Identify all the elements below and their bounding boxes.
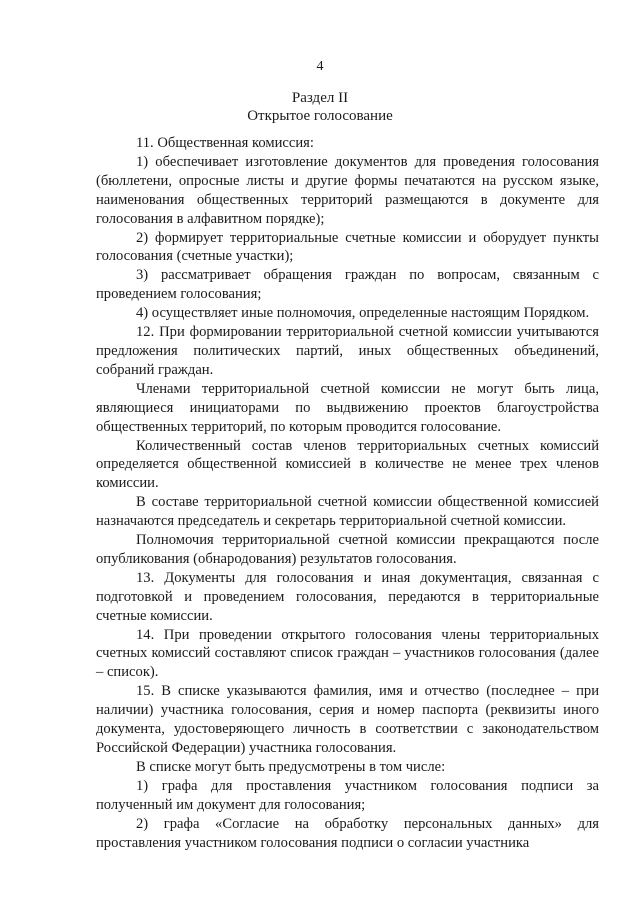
paragraph: 12. При формировании территориальной счетной комиссии учитываются предложения политических партий, иных общественных объединений, собраний граждан. bbox=[96, 324, 599, 378]
paragraph: 11. Общественная комиссия: bbox=[136, 135, 314, 151]
paragraph: В составе территориальной счетной комиссии общественной комиссией назначаются председатель и секретарь территориальной счетной комиссии. bbox=[96, 494, 599, 530]
paragraph: 14. При проведении открытого голосования члены территориальных счетных комиссий составляют список граждан – участников голосования (далее – список). bbox=[96, 626, 599, 681]
paragraph: Количественный состав членов территориальных счетных комиссий определяется общественной комиссией в количестве не менее трех членов комиссии. bbox=[96, 437, 599, 492]
paragraph: 1) графа для проставления участником голосования подписи за полученный им документ для голосования; bbox=[96, 777, 599, 813]
paragraph: 15. В списке указываются фамилия, имя и отчество (последнее – при наличии) участника голосования, серия и номер паспорта (реквизиты иного документа, удостоверяющего личность в соответствии с законодательством Российской Федерации) участника голосования. bbox=[96, 683, 599, 756]
section-subtitle: Открытое голосование bbox=[247, 108, 393, 124]
paragraph: В списке могут быть предусмотрены в том числе: bbox=[136, 758, 446, 775]
paragraph: 4) осуществляет иные полномочия, определенные настоящим Порядком. bbox=[136, 305, 590, 322]
paragraph: 13. Документы для голосования и иная документация, связанная с подготовкой и проведением голосования, передаются в территориальные счетные комиссии. bbox=[96, 569, 599, 624]
paragraph: 2) графа «Согласие на обработку персональных данных» для проставления участником голосования подписи о согласии участника bbox=[96, 815, 599, 851]
paragraph: 1) обеспечивает изготовление документов для проведения голосования (бюллетени, опросные листы и другие формы печатаются на русском языке, наименования общественных территорий размещаются в документе для голосования в алфавитном порядке); bbox=[96, 153, 599, 227]
paragraph: 2) формирует территориальные счетные комиссии и оборудует пункты голосования (счетные участки); bbox=[96, 229, 599, 265]
document-body bbox=[96, 134, 599, 852]
paragraph: Членами территориальной счетной комиссии не могут быть лица, являющиеся инициаторами по выдвижению проектов благоустройства общественных территорий, по которым проводится голосование. bbox=[96, 380, 599, 435]
page-number: 4 bbox=[316, 59, 324, 74]
paragraph: Полномочия территориальной счетной комиссии прекращаются после опубликования (обнародования) результатов голосования. bbox=[96, 532, 599, 567]
section-title: Раздел II bbox=[291, 90, 349, 106]
paragraph: 3) рассматривает обращения граждан по вопросам, связанным с проведением голосования; bbox=[96, 267, 599, 303]
